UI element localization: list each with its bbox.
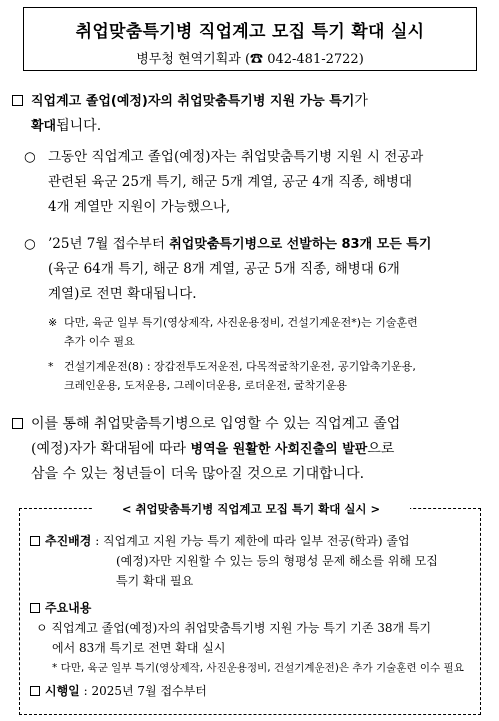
summary-background: 추진배경 : 직업계고 지원 가능 특기 제한에 따라 일부 전공(학과) 졸업 (예정)자만 지원할 수 있는 등의 형평성 문제 해소를 위해 모집 특기 확대 필요 bbox=[30, 531, 480, 591]
circle-bullet-icon: ○ bbox=[24, 149, 36, 165]
bullet-after: ○ ’25년 7월 접수부터 취업맞춤특기병으로 선발하는 83개 모든 특기 (육군 64개 특기, 해군 8개 계열, 공군 5개 직종, 해병대 6개 계열)로 전면 확대됩니다. bbox=[24, 232, 490, 307]
reference-mark-icon: ※ bbox=[48, 316, 58, 329]
section-heading-2: 이를 통해 취업맞춤특기병으로 입영할 수 있는 직업계고 졸업 (예정)자가 확대됨에 따라 병역을 원활한 사회진출의 발판으로 삼을 수 있는 청년들이 더욱 많아질 것으로 기대합니다. bbox=[12, 412, 490, 487]
phone-number: 042-481-2722 bbox=[267, 52, 359, 67]
asterisk-icon: * bbox=[52, 662, 58, 674]
title-box bbox=[23, 7, 477, 71]
asterisk-icon: * bbox=[48, 360, 54, 373]
contact-line: 병무청 현역기획과 (☎ 042-481-2722) bbox=[136, 52, 364, 67]
bullet-before: ○ 그동안 직업계고 졸업(예정)자는 취업맞춤특기병 지원 시 전공과 관련된 육군 25개 특기, 해군 5개 계열, 공군 4개 직종, 해병대 4개 계열만 지원이 가능했으나, bbox=[24, 145, 490, 220]
checkbox-square-icon bbox=[12, 418, 23, 429]
summary-date: 시행일 : 2025년 7월 접수부터 bbox=[30, 681, 480, 701]
note-asterisk: * 건설기계운전(8) : 장갑전투도저운전, 다목적굴착기운전, 공기압축기운용, 크레인운용, 도저운용, 그레이더운용, 로더운전, 굴착기운용 bbox=[48, 357, 490, 395]
checkbox-square-icon bbox=[30, 686, 40, 696]
note-reference: ※ 다만, 육군 일부 특기(영상제작, 사진운용정비, 건설기계운전*)는 기술훈련 추가 이수 필요 bbox=[48, 313, 490, 351]
summary-content: 주요내용 ㅇ 직업계고 졸업(예정)자의 취업맞춤특기병 지원 가능 특기 기존 38개 특기 에서 83개 특기로 전면 확대 실시 * 다만, 육군 일부 특기(영상제작, 사진운용정비, 건설기계운전)은 추가 기술훈련 이수 필요 bbox=[30, 598, 480, 678]
small-circle-icon: ㅇ bbox=[36, 621, 48, 635]
circle-bullet-icon: ○ bbox=[24, 236, 36, 252]
phone-icon: ☎ bbox=[250, 52, 264, 67]
checkbox-square-icon bbox=[12, 95, 23, 106]
document-title: 취업맞춤특기병 직업계고 모집 특기 확대 실시 bbox=[75, 22, 425, 42]
checkbox-square-icon bbox=[30, 536, 40, 546]
checkbox-square-icon bbox=[30, 603, 40, 613]
summary-title: < 취업맞춤특기병 직업계고 모집 특기 확대 실시 > bbox=[92, 499, 410, 519]
department-name: 병무청 현역기획과 bbox=[136, 52, 241, 67]
section-heading-1: 직업계고 졸업(예정)자의 취업맞춤특기병 지원 가능 특기가 확대됩니다. bbox=[12, 89, 490, 139]
